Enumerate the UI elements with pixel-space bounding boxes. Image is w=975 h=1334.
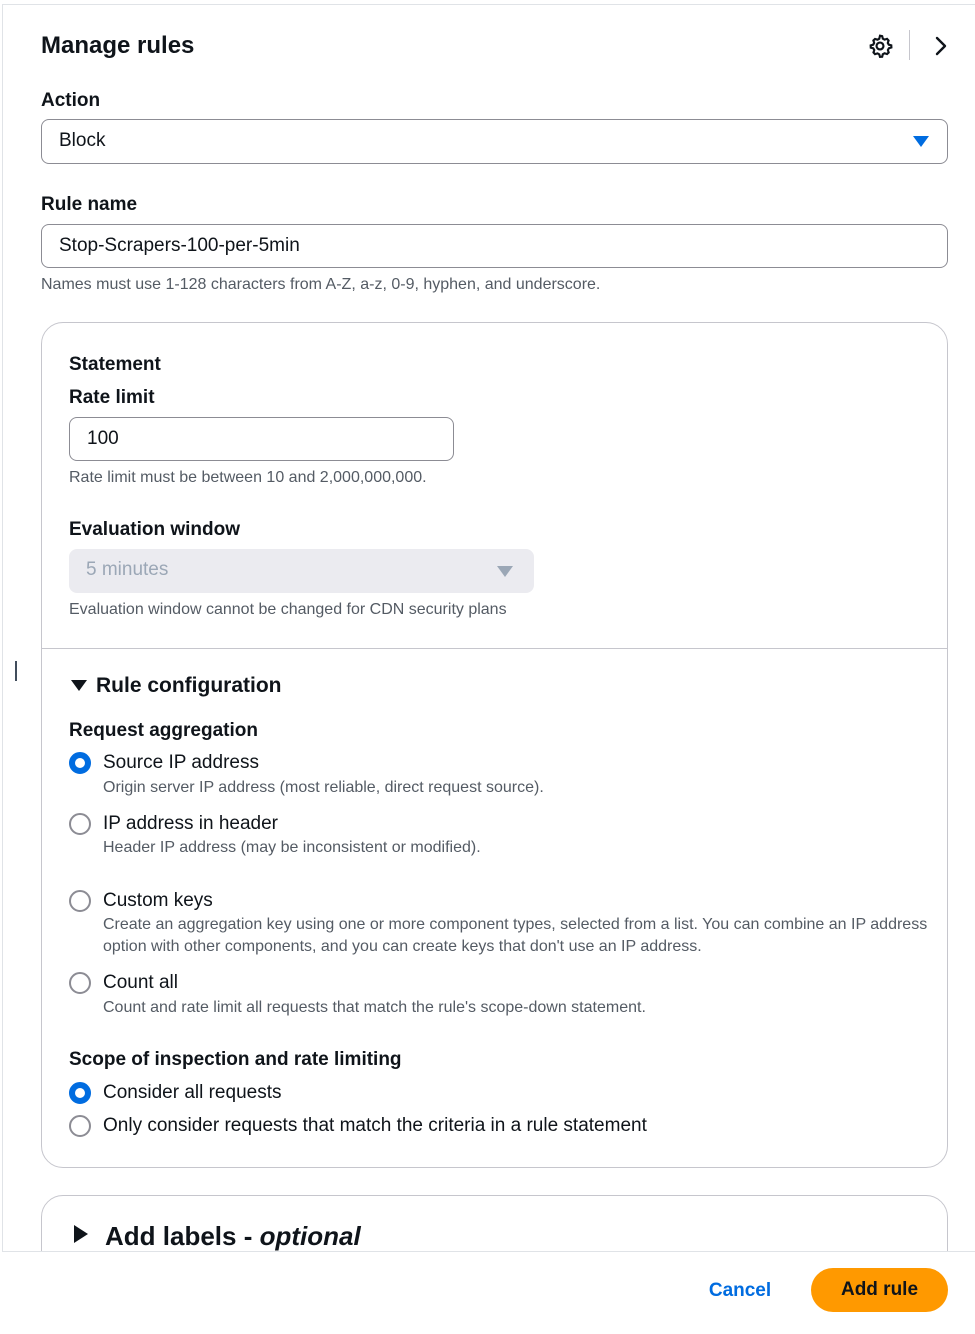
action-selected-value: Block [59, 130, 106, 151]
panel-resize-handle[interactable] [15, 661, 17, 681]
cancel-button[interactable]: Cancel [696, 1276, 784, 1306]
evaluation-window-value: 5 minutes [86, 559, 169, 580]
add-rule-button[interactable]: Add rule [811, 1268, 948, 1312]
rule-name-hint: Names must use 1-128 characters from A-Z, a-z, 0-9, hyphen, and underscore. [41, 276, 601, 293]
statement-heading: Statement [69, 354, 161, 375]
request-aggregation-label: Request aggregation [69, 720, 258, 741]
radio-label-count-all[interactable]: Count all [103, 972, 178, 993]
panel-header [41, 30, 951, 62]
radio-desc-count-all: Count and rate limit all requests that match the rule's scope-down statement. [103, 999, 646, 1016]
action-select[interactable] [41, 119, 948, 164]
rate-limit-input[interactable] [69, 417, 454, 461]
chevron-right-icon[interactable] [929, 34, 953, 58]
radio-label-match-criteria[interactable]: Only consider requests that match the criteria in a rule statement [103, 1115, 647, 1136]
add-labels-toggle[interactable] [74, 1221, 374, 1251]
radio-desc-ip-in-header: Header IP address (may be inconsistent or modified). [103, 839, 481, 856]
rule-name-input[interactable] [41, 224, 948, 268]
caret-down-icon [71, 680, 87, 691]
header-divider [909, 30, 910, 60]
caret-down-icon [913, 136, 929, 147]
evaluation-window-select [69, 549, 534, 593]
caret-down-icon [497, 566, 513, 577]
radio-ip-in-header[interactable] [69, 813, 91, 835]
radio-source-ip[interactable] [69, 752, 91, 774]
page-title: Manage rules [41, 32, 195, 59]
radio-count-all[interactable] [69, 972, 91, 994]
radio-label-ip-in-header[interactable]: IP address in header [103, 813, 278, 834]
rate-limit-hint: Rate limit must be between 10 and 2,000,000,000. [69, 469, 427, 486]
scope-label: Scope of inspection and rate limiting [69, 1049, 402, 1070]
gear-icon[interactable] [867, 33, 893, 59]
action-label: Action [41, 90, 101, 111]
optional-tag: optional [259, 1221, 361, 1251]
rule-name-label: Rule name [41, 194, 138, 215]
radio-desc-source-ip: Origin server IP address (most reliable, direct request source). [103, 779, 544, 796]
radio-label-consider-all[interactable]: Consider all requests [103, 1082, 282, 1103]
radio-label-source-ip[interactable]: Source IP address [103, 752, 259, 773]
radio-desc-custom-keys: Create an aggregation key using one or more component types, selected from a list. You can combine an IP address option with other components, and you can create keys that don't use an IP address. [103, 916, 928, 955]
add-labels-heading: Add labels - optional [105, 1221, 361, 1251]
evaluation-window-label: Evaluation window [69, 519, 241, 540]
rule-configuration-toggle[interactable] [71, 673, 301, 699]
radio-custom-keys[interactable] [69, 890, 91, 912]
caret-right-icon [74, 1225, 88, 1243]
radio-consider-all[interactable] [69, 1082, 91, 1104]
evaluation-window-hint: Evaluation window cannot be changed for CDN security plans [69, 601, 507, 618]
radio-match-criteria[interactable] [69, 1115, 91, 1137]
card-divider [42, 648, 947, 649]
radio-label-custom-keys[interactable]: Custom keys [103, 890, 213, 911]
rule-configuration-heading: Rule configuration [96, 674, 282, 697]
rate-limit-label: Rate limit [69, 387, 155, 408]
